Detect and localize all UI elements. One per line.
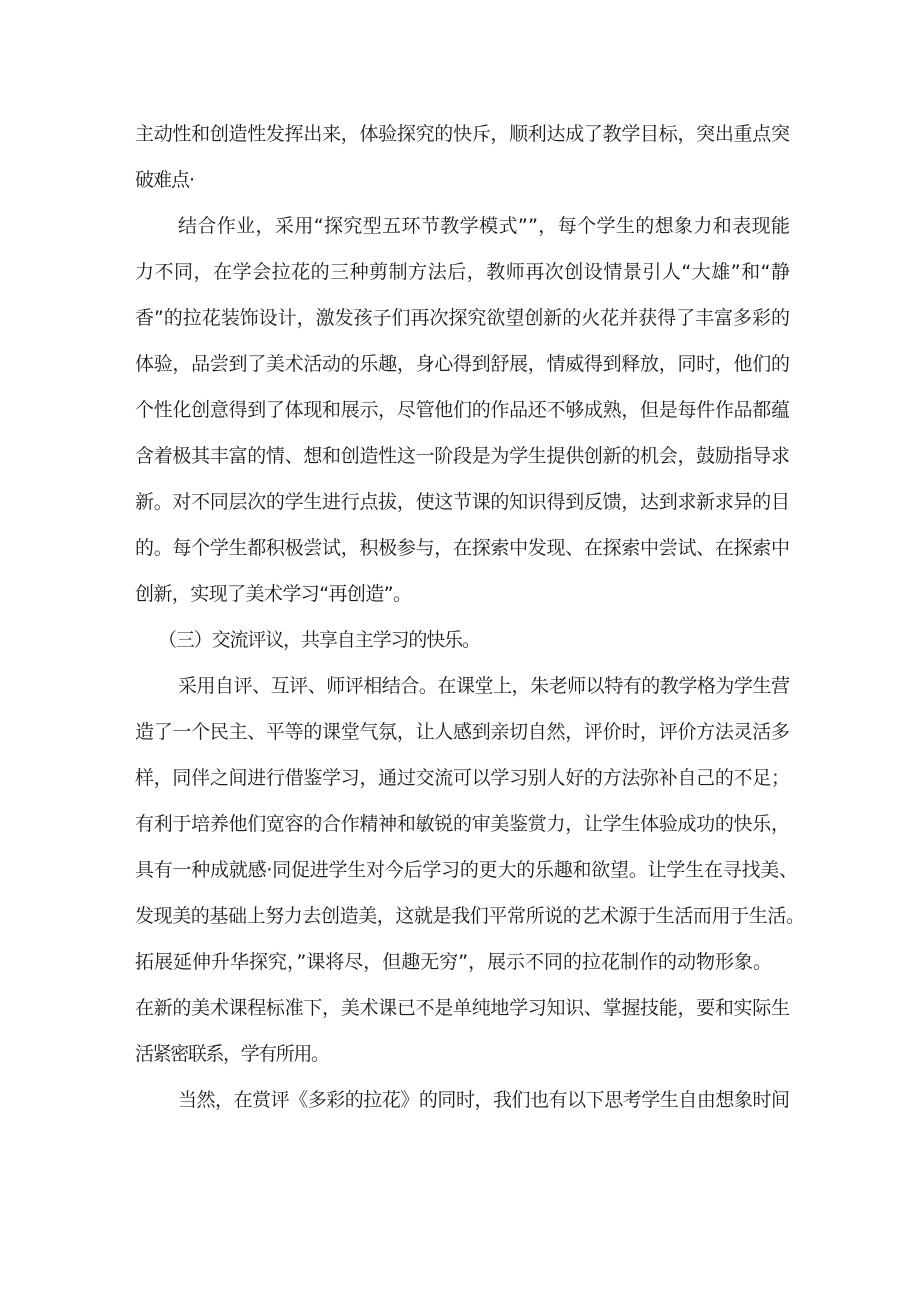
text-line-17: 具有一种成就感·同促进学生对今后学习的更大的乐趣和欲望。让学生在寻找美、: [135, 859, 798, 881]
text-line-16: 有利于培养他们宽容的合作精神和敏锐的审美鉴赏力，让学生体验成功的快乐，: [135, 813, 790, 835]
text-line-11: 创新，实现了美术学习“再创造”。: [135, 583, 412, 605]
text-line-2: 破难点·: [135, 169, 194, 191]
text-line-22: 当然，在赏评《多彩的拉花》的同时，我们也有以下思考学生自由想象时间: [178, 1089, 790, 1111]
text-line-15: 样，同伴之间进行借鉴学习，通过交流可以学习别人好的方法弥补自己的不足；: [135, 767, 790, 789]
text-line-7: 个性化创意得到了体现和展示，尽管他们的作品还不够成熟，但是每件作品都蕴: [135, 399, 790, 421]
text-line-18: 发现美的基础上努力去创造美，这就是我们平常所说的艺术源于生活而用于生活。: [135, 905, 805, 927]
text-line-19: 拓展延伸升华探究，”课将尽，但趣无穷”，展示不同的拉花制作的动物形象。: [135, 951, 772, 973]
text-line-4: 力不同，在学会拉花的三种剪制方法后，教师再次创设情景引人“大雄”和“静: [135, 261, 791, 283]
text-line-1: 主动性和创造性发挥出来，体验探究的快斥，顺利达成了教学目标，突出重点突: [135, 123, 790, 145]
section-heading: （三）交流评议，共享自主学习的快乐。: [158, 629, 480, 651]
text-line-8: 含着极其丰富的情、想和创造性这一阶段是为学生提供创新的机会，鼓励指导求: [135, 445, 790, 467]
text-line-6: 体验，品尝到了美术活动的乐趣，身心得到舒展，情威得到释放，同时，他们的: [135, 353, 790, 375]
text-line-9: 新。对不同层次的学生进行点拔，使这节课的知识得到反馈，达到求新求异的目: [135, 491, 790, 513]
text-line-14: 造了一个民主、平等的课堂气氛，让人感到亲切自然，评价时，评价方法灵活多: [135, 721, 790, 743]
text-line-3: 结合作业，采用“探究型五环节教学模式””，每个学生的想象力和表现能: [178, 215, 791, 237]
text-line-5: 香”的拉花装饰设计，激发孩子们再次探究欲望创新的火花并获得了丰富多彩的: [135, 307, 790, 329]
text-line-10: 的。每个学生都积极尝试，积极参与，在探索中发现、在探索中尝试、在探索中: [135, 537, 790, 559]
text-line-13: 采用自评、互评、师评相结合。在课堂上，朱老师以特有的教学格为学生营: [178, 675, 790, 697]
text-line-21: 活紧密联系，学有所用。: [135, 1043, 329, 1065]
text-line-20: 在新的美术课程标准下，美术课已不是单纯地学习知识、掌握技能，要和实际生: [135, 997, 790, 1019]
